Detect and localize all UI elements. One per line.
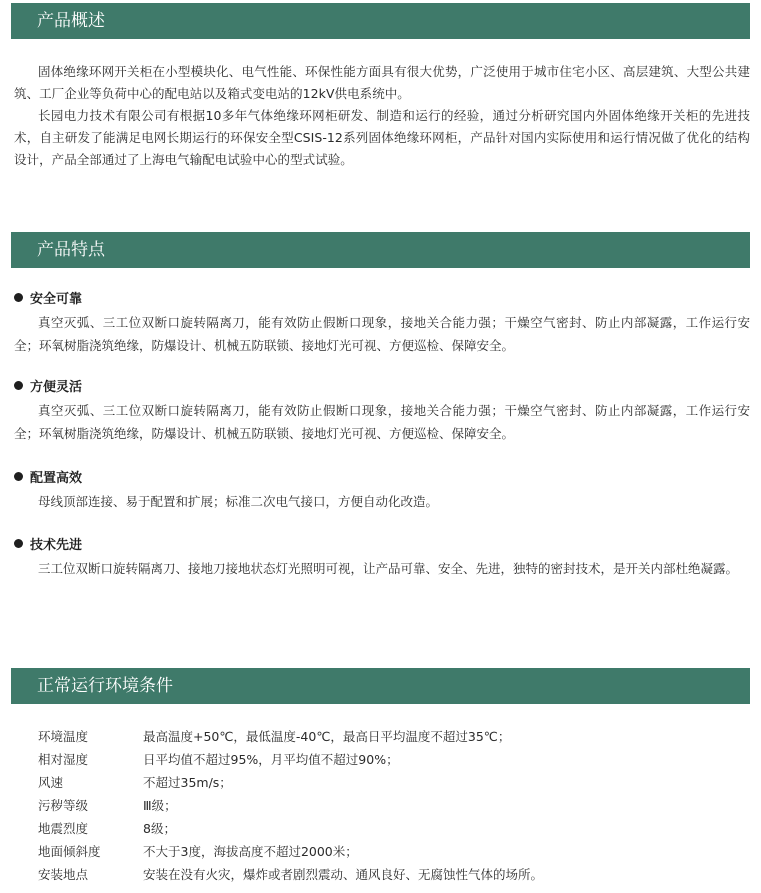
- condition-value: 8级；: [143, 821, 176, 836]
- feature-desc: 母线顶部连接、易于配置和扩展；标准二次电气接口，方便自动化改造。: [38, 494, 439, 509]
- overview-paragraph-1: 固体绝缘环网开关柜在小型模块化、电气性能、环保性能方面具有很大优势，广泛使用于城市住宅小区、高层建筑、大型公共建筑、工厂企业等负荷中心的配电站以及箱式变电站的12kV供电系统中。: [14, 64, 750, 101]
- condition-row: [38, 772, 232, 794]
- feature-title: 配置高效: [14, 469, 82, 489]
- condition-row: [38, 818, 176, 840]
- condition-label: 风速: [38, 775, 64, 790]
- condition-row: [38, 749, 399, 771]
- condition-label: 相对湿度: [38, 752, 89, 767]
- section-title: 产品特点: [37, 240, 105, 260]
- bullet-icon: [14, 539, 23, 548]
- section-title: 产品概述: [37, 11, 105, 31]
- feature-desc: 真空灭弧、三工位双断口旋转隔离刀，能有效防止假断口现象，接地关合能力强；干燥空气密封、防止内部凝露，工作运行安全；环氧树脂浇筑绝缘，防爆设计、机械五防联锁、接地灯光可视、方便巡检、保障安全。: [14, 403, 750, 441]
- condition-value: 不大于3度，海拔高度不超过2000米；: [143, 844, 358, 859]
- feature-desc: 真空灭弧、三工位双断口旋转隔离刀，能有效防止假断口现象，接地关合能力强；干燥空气密封、防止内部凝露，工作运行安全；环氧树脂浇筑绝缘，防爆设计、机械五防联锁、接地灯光可视、方便巡检、保障安全。: [14, 315, 750, 353]
- feature-title: 方便灵活: [14, 378, 82, 398]
- bullet-icon: [14, 293, 23, 302]
- condition-label: 安装地点: [38, 867, 89, 882]
- section-header-overview: [11, 3, 750, 39]
- feature-title: 技术先进: [14, 536, 82, 556]
- condition-value: Ⅲ级；: [143, 798, 177, 813]
- condition-value: 不超过35m/s；: [143, 775, 232, 790]
- condition-label: 环境温度: [38, 729, 89, 744]
- condition-label: 污秽等级: [38, 798, 89, 813]
- bullet-icon: [14, 381, 23, 390]
- condition-value: 日平均值不超过95%，月平均值不超过90%；: [143, 752, 399, 767]
- bullet-icon: [14, 472, 23, 481]
- section-header-conditions: [11, 668, 750, 704]
- condition-row: [38, 795, 177, 817]
- condition-row: [38, 726, 510, 748]
- condition-value: 最高温度+50℃，最低温度-40℃，最高日平均温度不超过35℃；: [143, 729, 511, 744]
- condition-row: [38, 841, 358, 863]
- overview-paragraph-2: 长园电力技术有限公司有根据10多年气体绝缘环网柜研发、制造和运行的经验，通过分析研究国内外固体绝缘开关柜的先进技术，自主研发了能满足电网长期运行的环保安全型CSIS-12系列固体绝缘环网柜，产品针对国内实际使用和运行情况做了优化的结构设计，产品全部通过了上海电气输配电试验中心的型式试验。: [14, 108, 750, 167]
- section-header-features: [11, 232, 750, 268]
- feature-title: 安全可靠: [14, 290, 82, 310]
- condition-label: 地面倾斜度: [38, 844, 101, 859]
- section-title: 正常运行环境条件: [37, 676, 173, 696]
- feature-desc: 三工位双断口旋转隔离刀、接地刀接地状态灯光照明可视，让产品可靠、安全、先进，独特的密封技术，是开关内部杜绝凝露。: [38, 561, 739, 576]
- condition-row: [38, 864, 543, 886]
- condition-value: 安装在没有火灾，爆炸或者剧烈震动、通风良好、无腐蚀性气体的场所。: [143, 867, 544, 882]
- condition-label: 地震烈度: [38, 821, 89, 836]
